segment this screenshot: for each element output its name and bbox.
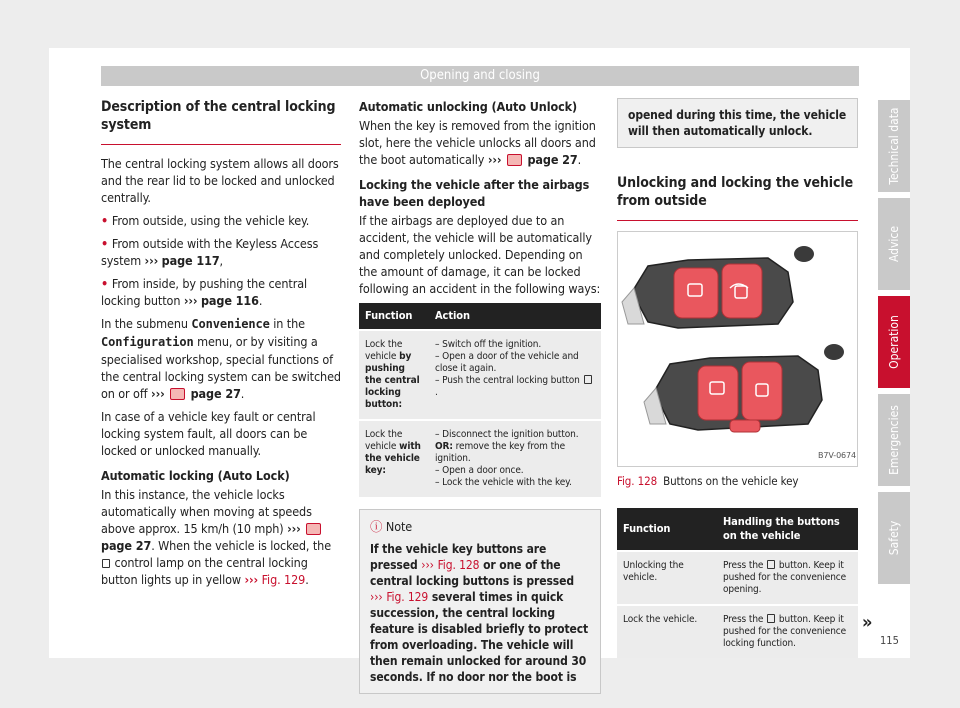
car-key-icon <box>618 232 857 466</box>
note-box <box>359 509 601 694</box>
column-3 <box>617 98 858 658</box>
lock-icon <box>584 375 592 384</box>
figure-link[interactable]: Fig. 129 <box>261 572 306 587</box>
tab-emergencies[interactable]: Emergencies <box>878 394 910 486</box>
auto-lock-text: In this instance, the vehicle locks automatically when moving at speeds above approx. 15 km/h (10 mph) ››› page 27. When the vehicle is locked, the control lamp on the central locking button lights up in yellow ››› Fig. 129. <box>101 487 332 587</box>
bullet-item: • From outside, using the vehicle key. <box>101 212 341 229</box>
figure-caption: Fig. 128 Buttons on the vehicle key <box>617 474 799 488</box>
column-1 <box>101 98 341 594</box>
table-row: Lock the vehicle by pushing the central locking button: – Switch off the ignition. – Open a door of the vehicle and close it again. – Push the central locking button . <box>359 330 601 420</box>
airbag-title: Locking the vehicle after the airbags have been deployed <box>359 177 590 209</box>
bullet-item: • From inside, by pushing the central locking button ››› page 116. <box>101 275 341 309</box>
page-link[interactable]: page 27 <box>527 152 578 167</box>
page-link[interactable]: page 117 <box>161 253 220 268</box>
auto-unlock-text: When the key is removed from the ignition slot, here the vehicle unlocks all doors and the boot automatically ››› page 27. <box>359 118 596 167</box>
table-header: Function <box>617 508 717 551</box>
book-icon <box>507 154 522 166</box>
column-2 <box>359 98 601 694</box>
tab-operation[interactable]: Operation <box>878 296 910 388</box>
menu-name: Configuration <box>101 335 194 349</box>
section-heading: Description of the central locking system <box>101 98 341 145</box>
intro-text: The central locking system allows all doors and the rear lid to be locked and unlocked centrally. <box>101 156 339 205</box>
table-header: Handling the buttons on the vehicle <box>717 508 858 551</box>
tab-technical-data[interactable]: Technical data <box>878 100 910 192</box>
continue-icon: » <box>862 612 873 633</box>
submenu-text: In the submenu Convenience in the Configuration menu, or by visiting a specialised workshop, special functions of the central locking system can be switched on or off ››› page 27. <box>101 316 341 401</box>
book-icon <box>306 523 321 535</box>
page-number: 115 <box>880 634 899 647</box>
locking-table <box>359 303 601 497</box>
figure-link[interactable]: Fig. 129 <box>386 590 429 604</box>
key-buttons-table <box>617 508 858 658</box>
note-title: ⓘ Note <box>370 519 413 534</box>
tab-advice[interactable]: Advice <box>878 198 910 290</box>
unlock-icon <box>767 560 775 569</box>
table-row: Unlocking the vehicle. Press the button. Keep it pushed for the convenience opening. <box>617 551 858 605</box>
lock-icon <box>767 614 775 623</box>
table-row: Lock the vehicle with the vehicle key: – Disconnect the ignition button. OR: remove the key from the ignition. – Open a door once. – Lock the vehicle with the key. <box>359 420 601 497</box>
table-header: Function <box>359 303 429 330</box>
page-link[interactable]: page 27 <box>190 386 241 401</box>
page-link[interactable]: page 116 <box>200 293 259 308</box>
menu-name: Convenience <box>191 317 270 331</box>
section-heading: Unlocking and locking the vehicle from outside <box>617 174 858 221</box>
bullet-item: • From outside with the Keyless Access system ››› page 117, <box>101 235 341 269</box>
page-header: Opening and closing <box>101 66 859 86</box>
table-header: Action <box>429 303 601 330</box>
book-icon <box>170 388 185 400</box>
figure-link[interactable]: Fig. 128 <box>437 558 480 572</box>
page-link[interactable]: page 27 <box>101 538 152 553</box>
fault-text: In case of a vehicle key fault or central locking system fault, all doors can be locked or unlocked manually. <box>101 409 316 458</box>
lock-icon <box>102 559 110 568</box>
tab-safety[interactable]: Safety <box>878 492 910 584</box>
key-figure <box>617 231 858 467</box>
airbag-text: If the airbags are deployed due to an accident, the vehicle will be automatically and completely unlocked. Depending on the amount of damage, it can be locked following an accident in the following ways: <box>359 213 601 296</box>
auto-unlock-title: Automatic unlocking (Auto Unlock) <box>359 99 578 114</box>
note-body: If the vehicle key buttons are pressed ››› Fig. 128 or one of the central locking buttons is pressed ››› Fig. 129 several times in quick succession, the central locking feature is disabled briefly to protect from overloading. The vehicle will then remain unlocked for around 30 seconds. If no door nor the boot is <box>370 542 589 684</box>
auto-lock-title: Automatic locking (Auto Lock) <box>101 468 290 483</box>
table-row: Lock the vehicle. Press the button. Keep it pushed for the convenience locking function. <box>617 605 858 658</box>
figure-code: B7V-0674 <box>818 451 857 460</box>
continued-note: opened during this time, the vehicle will then automatically unlock. <box>617 98 858 148</box>
